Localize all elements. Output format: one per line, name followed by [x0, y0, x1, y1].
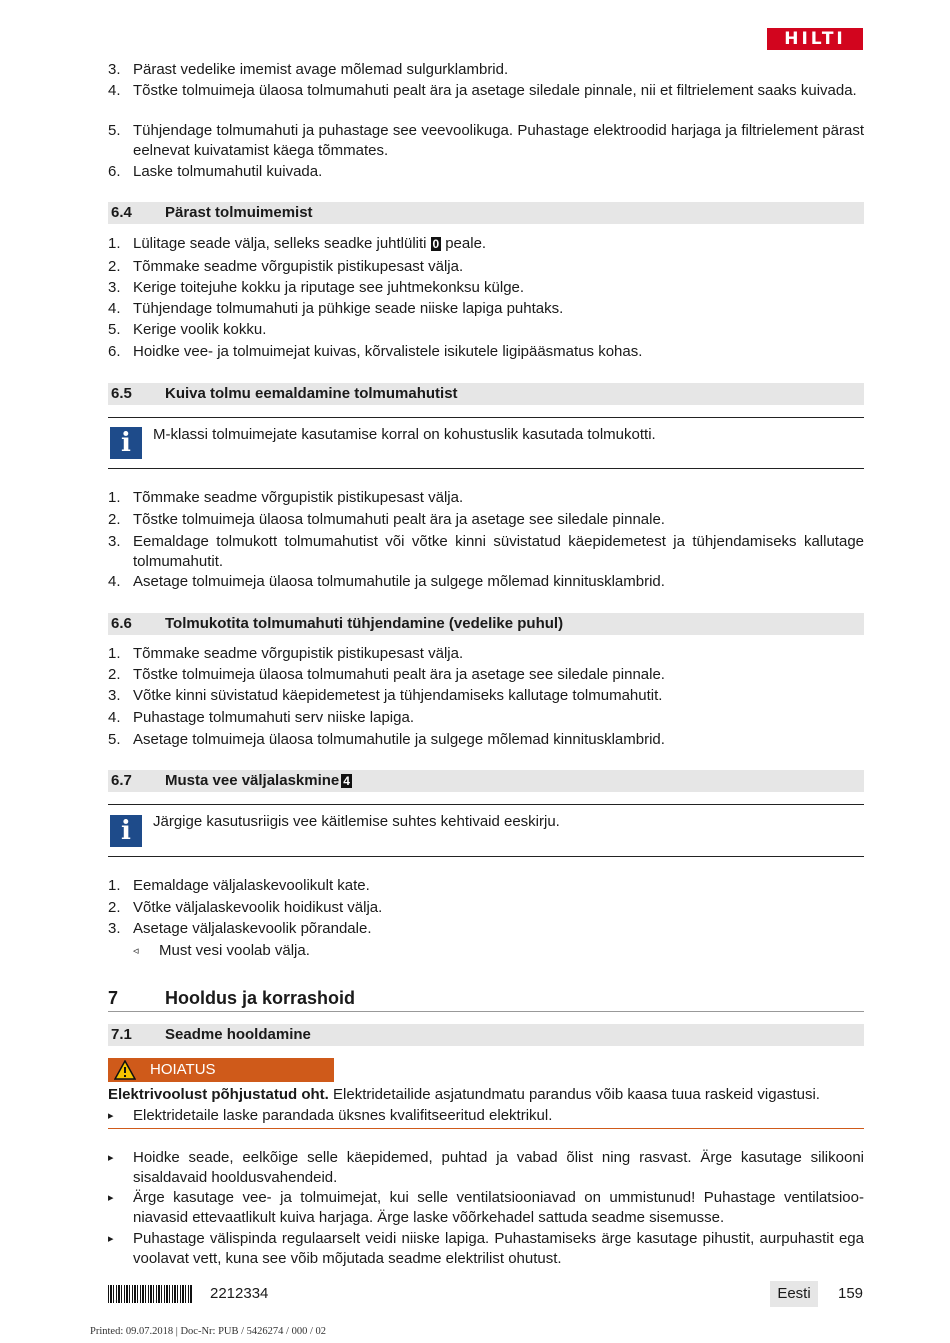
section-heading-6-6: 6.6 Tolmukotita tolmumahuti tühjendamine (vedelike puhul) — [108, 613, 864, 635]
list-item: 4. Tühjendage tolmumahuti ja pühkige seade niiske lapiga puhtaks. — [108, 300, 564, 317]
barcode — [108, 1285, 192, 1303]
warning-text: Elektrivoolust põhjustatud oht. Elektridetailide asjatundmatu parandus võib kaasa tuua raskeid vigastusi. — [108, 1086, 820, 1103]
list-item: 5. Tühjendage tolmumahuti ja puhastage see veevoolikuga. Puhastage elektroodid harjaga ja filtrielement pärast eelnevat kuivatamist käega tõmmates. — [108, 122, 864, 159]
list-item: 3. Eemaldage tolmukott tolmumahutist või võtke kinni süvistatud käepidemetest ja tühjendamiseks kallutage tolmumahutit. — [108, 533, 864, 570]
section-heading-6-4: 6.4 Pärast tolmuimemist — [108, 202, 864, 224]
section-heading-6-7: 6.7 Musta vee väljalaskmine 4 — [108, 770, 864, 792]
result-item: ◃ Must vesi voolab välja. — [133, 942, 310, 959]
bullet-item: ▸ Puhastage välispinda regulaarselt veidi niiske lapiga. Puhastamiseks ärge kasutage pihustit, aurpuhastit ega voolavat vett, kuna see võib mõjutada seadme elektrilist ohutust. — [108, 1230, 864, 1267]
divider — [108, 417, 864, 418]
figure-reference-box: 4 — [343, 774, 350, 788]
list-item: 1. Eemaldage väljalaskevoolikult kate. — [108, 877, 370, 894]
doc-number: 2212334 — [210, 1285, 269, 1302]
list-item: 4. Asetage tolmuimeja ülaosa tolmumahutile ja sulgege mõlemad kinnitusklambrid. — [108, 573, 665, 590]
bullet-item: ▸ Ärge kasutage vee- ja tolmuimejat, kui selle ventilatsiooniavad on ummistunud! Puhastage ventilatsiooniavasid ettevaatlikult kuiva harjaga. Ärge laske võõrkehadel sattuda seadme sisemusse. — [108, 1189, 864, 1226]
list-item: 2. Tõmmake seadme võrgupistik pistikupesast välja. — [108, 258, 464, 275]
result-marker-icon: ◃ — [133, 945, 139, 957]
bullet-icon: ▸ — [108, 1152, 114, 1164]
bullet-icon: ▸ — [108, 1192, 114, 1204]
divider — [108, 468, 864, 469]
list-item: 1. Tõmmake seadme võrgupistik pistikupesast välja. — [108, 645, 464, 662]
list-item: 1. Lülitage seade välja, selleks seadke juhtlüliti 0 peale. — [108, 235, 487, 252]
bullet-icon: ▸ — [108, 1110, 114, 1122]
hilti-logo: HILTI — [767, 28, 863, 50]
list-item: 3. Võtke kinni süvistatud käepidemetest ja tühjendamiseks kallutage tolmumahutit. — [108, 687, 663, 704]
bullet-icon: ▸ — [108, 1233, 114, 1245]
list-item: 6. Hoidke vee- ja tolmuimejat kuivas, kõrvalistele isikutele ligipääsmatus kohas. — [108, 343, 643, 360]
page-number: 159 — [838, 1285, 864, 1302]
divider — [108, 804, 864, 805]
warning-triangle-icon — [114, 1060, 136, 1080]
switch-position-box: 0 — [432, 237, 440, 251]
warning-bullet: ▸ Elektridetaile laske parandada üksnes kvalifitseeritud elektrikul. — [108, 1107, 553, 1124]
language-label: Eesti — [770, 1281, 818, 1307]
list-item: 2. Tõstke tolmuimeja ülaosa tolmumahuti pealt ära ja asetage see siledale pinnale. — [108, 666, 665, 683]
section-heading-6-5: 6.5 Kuiva tolmu eemaldamine tolmumahutist — [108, 383, 864, 405]
list-item: 5. Kerige voolik kokku. — [108, 321, 267, 338]
list-item: 2. Võtke väljalaskevoolik hoidikust välja. — [108, 899, 383, 916]
divider — [108, 1011, 864, 1012]
warning-divider — [108, 1128, 864, 1129]
info-icon: i — [110, 427, 142, 459]
info-note: M-klassi tolmuimejate kasutamise korral on kohustuslik kasutada tolmukotti. — [153, 426, 656, 443]
section-heading-7-1: 7.1 Seadme hooldamine — [108, 1024, 864, 1046]
warning-banner: HOIATUS — [108, 1058, 334, 1082]
list-item: 2. Tõstke tolmuimeja ülaosa tolmumahuti pealt ära ja asetage see siledale pinnale. — [108, 511, 665, 528]
info-icon: i — [110, 815, 142, 847]
chapter-heading-7: 7 Hooldus ja korrashoid — [108, 988, 356, 1008]
list-item: 3. Pärast vedelike imemist avage mõlemad sulgurklambrid. — [108, 61, 509, 78]
list-item: 3. Kerige toitejuhe kokku ja riputage see juhtmekonksu külge. — [108, 279, 525, 296]
list-item: 1. Tõmmake seadme võrgupistik pistikupesast välja. — [108, 489, 464, 506]
list-item: 5. Asetage tolmuimeja ülaosa tolmumahutile ja sulgege mõlemad kinnitusklambrid. — [108, 731, 665, 748]
divider — [108, 856, 864, 857]
bullet-item: ▸ Hoidke seade, eelkõige selle käepidemed, puhtad ja vabad õlist ning rasvast. Ärge kasutage silikooni sisaldavaid hooldusvahendeid. — [108, 1149, 864, 1186]
info-note: Järgige kasutusriigis vee käitlemise suhtes kehtivaid eeskirju. — [153, 813, 560, 830]
list-item: 4. Puhastage tolmumahuti serv niiske lapiga. — [108, 709, 414, 726]
list-item: 4. Tõstke tolmuimeja ülaosa tolmumahuti pealt ära ja asetage siledale pinnale, nii et filtrielement saaks kuivada. — [108, 82, 857, 99]
list-item: 3. Asetage väljalaskevoolik põrandale. — [108, 920, 372, 937]
printed-info: Printed: 09.07.2018 | Doc-Nr: PUB / 5426274 / 000 / 02 — [90, 1326, 327, 1337]
list-item: 6. Laske tolmumahutil kuivada. — [108, 163, 323, 180]
